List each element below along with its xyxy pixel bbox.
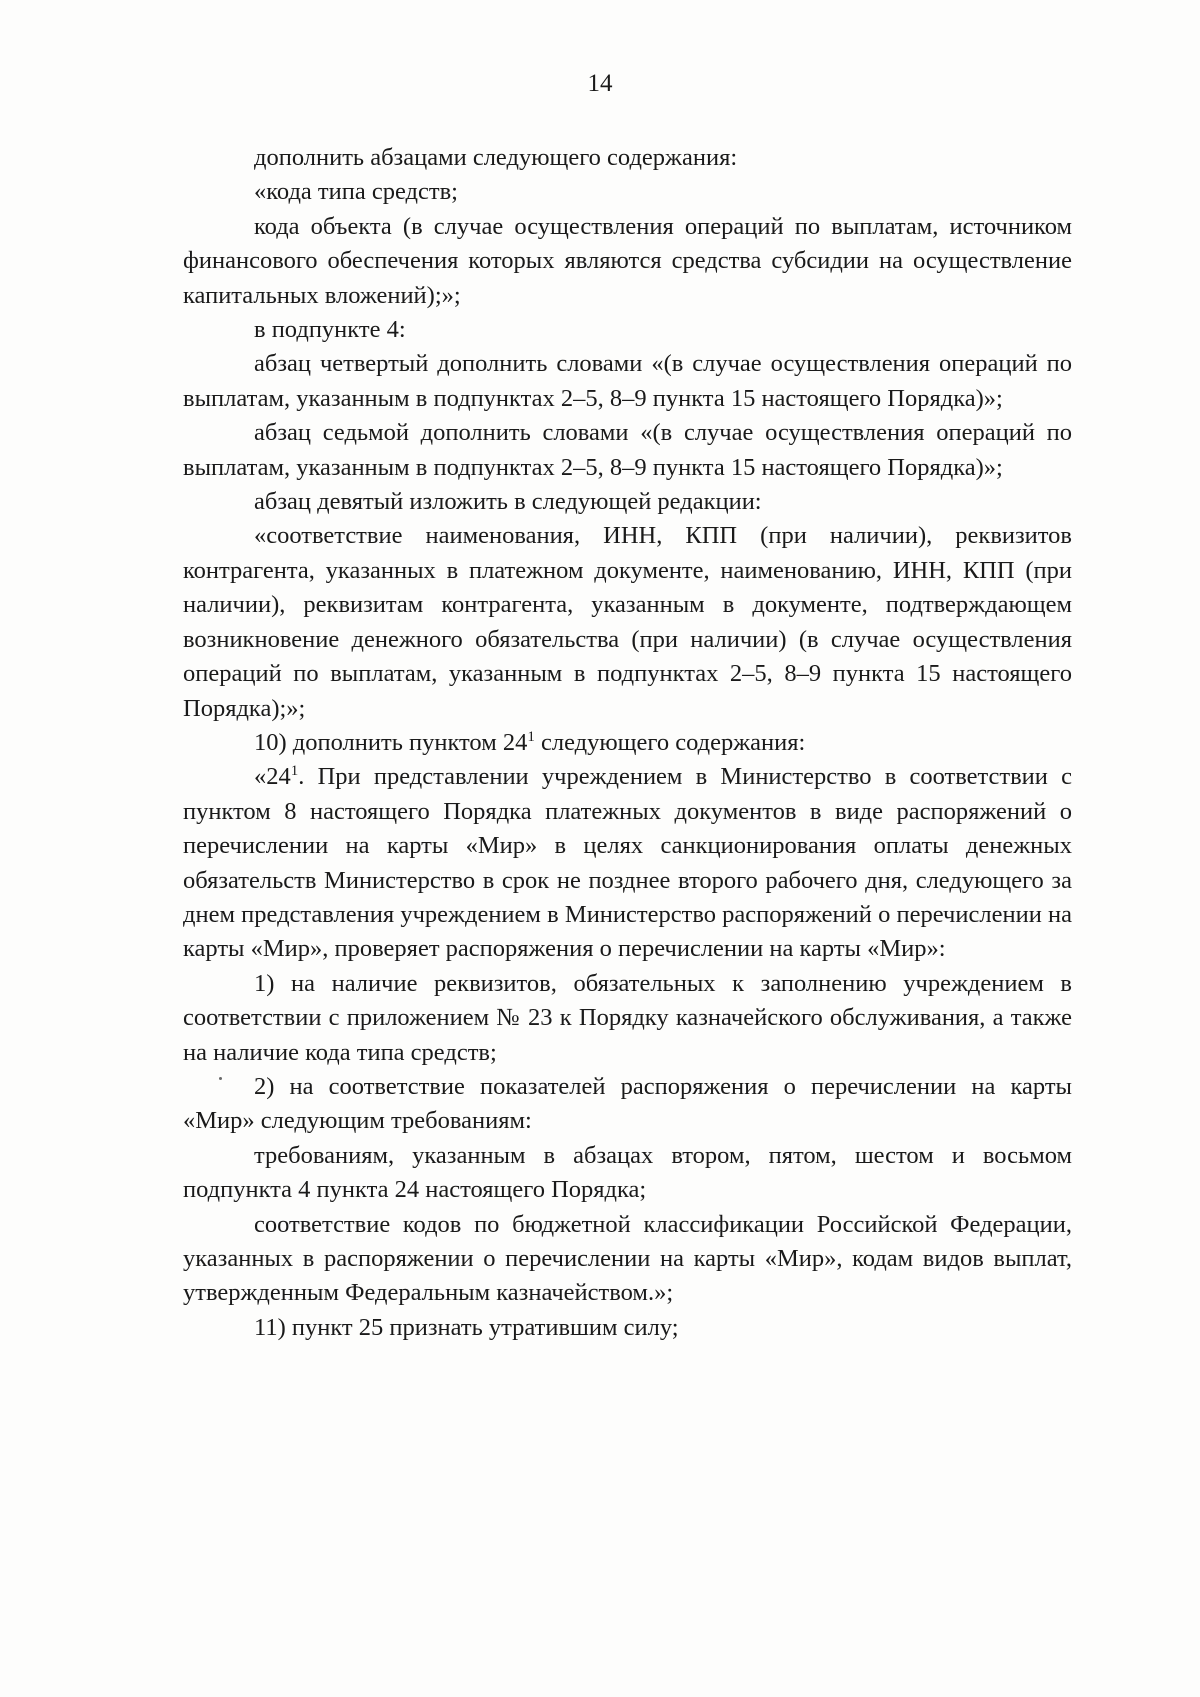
paragraph-check-2: 2) на соответствие показателей распоряжения о перечислении на карты «Мир» следующим требованиям: [183,1072,1072,1135]
paragraph-requirements: требованиям, указанным в абзацах втором, пятом, шестом и восьмом подпункта 4 пункта 24 настоящего Порядка; [183,1141,1072,1204]
item-24-1-text-after: . При представлении учреждением в Министерство в соответствии с пунктом 8 настоящего Порядка платежных документов в виде распоряжений о перечислении на карты «Мир» в целях санкционирования оплаты денежных обязательств Министерство в срок не позднее второго рабочего дня, следующего за днем представления учреждением в Министерство распоряжений о перечислении на карты «Мир», проверяет распоряжения о перечислении на карты «Мир»: [183,763,1072,963]
paragraph-item-10 [183,726,1072,760]
paragraph-compliance-names: «соответствие наименования, ИНН, КПП (при наличии), реквизитов контрагента, указанных в платежном документе, наименованию, ИНН, КПП (при наличии), реквизитам контрагента, указанным в документе, подтверждающем возникновение денежного обязательства (при наличии) (в случае осуществления операций по выплатам, указанным в подпунктах 2–5, 8–9 пункта 15 настоящего Порядка);»; [183,522,1072,722]
item-10-superscript: 1 [527,728,535,745]
paragraph-abstract-nine: абзац девятый изложить в следующей редакции: [254,488,762,516]
paragraph-item-24-1 [183,760,1072,966]
paragraph-budget-codes: соответствие кодов по бюджетной классификации Российской Федерации, указанных в распоряжении о перечислении на карты «Мир», кодам видов выплат, утвержденным Федеральным казначейством.»; [183,1210,1072,1307]
item-24-1-superscript: 1 [290,763,299,780]
paragraph-abstract-four: абзац четвертый дополнить словами «(в случае осуществления операций по выплатам, указанным в подпунктах 2–5, 8–9 пункта 15 настоящего Порядка)»; [183,350,1072,412]
paragraph-check-1: 1) на наличие реквизитов, обязательных к заполнению учреждением в соответствии с приложением № 23 к Порядку казначейского обслуживания, а также на наличие кода типа средств; [183,969,1072,1066]
item-10-text-after: следующего содержания: [534,728,806,756]
item-24-1-text-before: «24 [254,763,291,791]
paragraph-abstract-seven: абзац седьмой дополнить словами «(в случае осуществления операций по выплатам, указанным в подпунктах 2–5, 8–9 пункта 15 настоящего Порядка)»; [183,419,1072,481]
page-number: 14 [587,70,613,97]
paragraph-item-11: 11) пункт 25 признать утратившим силу; [254,1313,679,1341]
paragraph-add-abstracts: дополнить абзацами следующего содержания: [254,144,738,171]
paragraph-object-code: кода объекта (в случае осуществления операций по выплатам, источником финансового обеспечения которых являются средства субсидии на осуществление капитальных вложений);»; [183,212,1072,309]
item-10-text-before: 10) дополнить пунктом 24 [254,728,528,756]
paragraph-fund-type-code: «кода типа средств; [254,178,458,206]
paragraph-subitem-4: в подпункте 4: [254,316,406,344]
document-body [183,141,1072,1345]
